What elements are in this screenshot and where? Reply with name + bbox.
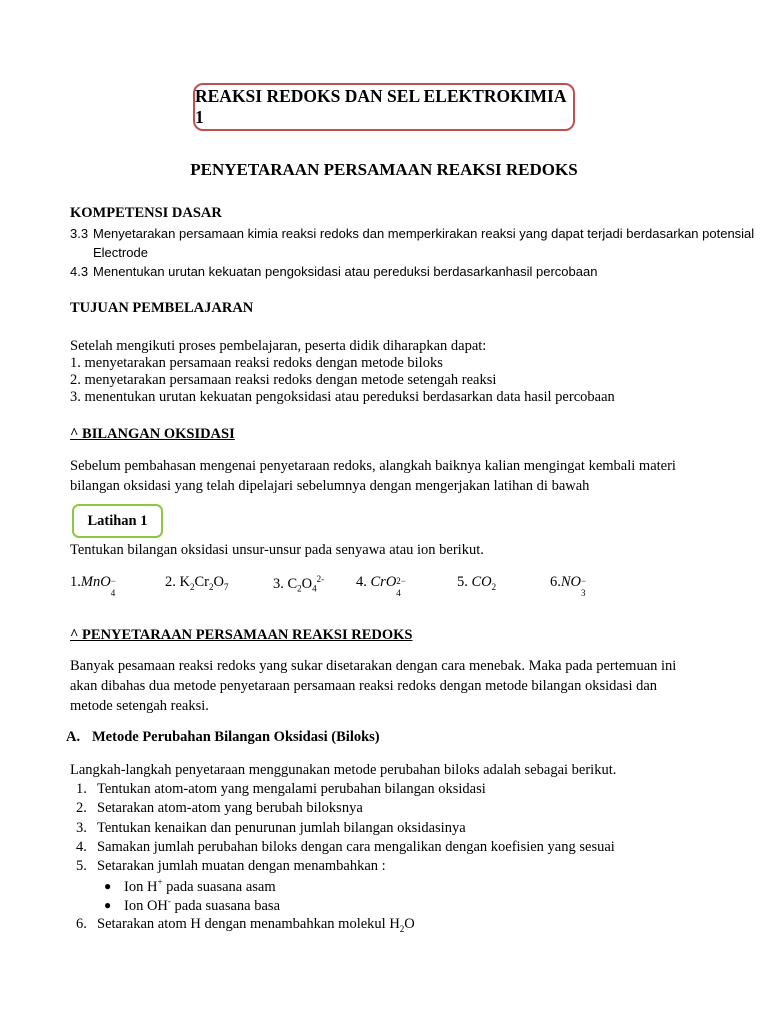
formula-sup: 2− <box>396 576 406 586</box>
formula-item-mno4 <box>70 574 119 598</box>
bullet-text: Ion H <box>124 878 158 895</box>
formula-mid: Cr <box>194 574 209 590</box>
document-subtitle: PENYETARAAN PERSAMAAN REAKSI REDOKS <box>190 160 578 179</box>
formula-item-k2cr2o7 <box>165 574 228 592</box>
latihan-box <box>72 504 163 538</box>
metode-heading: Metode Perubahan Bilangan Oksidasi (Biloks) <box>92 729 380 745</box>
formula-number: 3. <box>273 575 284 592</box>
bullet-sup: + <box>157 877 163 887</box>
step-text: Tentukan atom-atom yang mengalami perubahan bilangan oksidasi <box>97 781 486 797</box>
penyetaraan-paragraph-line: Banyak pesamaan reaksi redoks yang sukar disetarakan dengan cara menebak. Maka pada pertemuan ini <box>70 658 677 674</box>
formula-sub: 2 <box>297 583 302 594</box>
formula-item-co2 <box>457 574 496 592</box>
formula-base: CrO <box>370 574 397 590</box>
formula-sup: 2- <box>316 574 325 584</box>
metode-intro: Langkah-langkah penyetaraan menggunakan metode perubahan biloks adalah sebagai berikut. <box>70 762 617 778</box>
step-text: Setarakan atom-atom yang berubah biloksnya <box>97 800 363 816</box>
formula-base: C <box>287 575 298 592</box>
step-text: Tentukan kenaikan dan penurunan jumlah bilangan oksidasinya <box>97 820 466 836</box>
formula-number: 1. <box>70 574 81 590</box>
kompetensi-item-num: 3.3 <box>70 226 89 241</box>
penyetaraan-paragraph-line: metode setengah reaksi. <box>70 698 209 714</box>
step-text-end: O <box>404 916 415 932</box>
title-box <box>193 83 575 131</box>
formula-sub: 4 <box>396 588 401 598</box>
step-text-main: Setarakan atom H dengan menambahkan molekul H <box>97 916 400 932</box>
step-text: Setarakan jumlah muatan dengan menambahkan : <box>97 858 386 874</box>
formula-sub: 3 <box>581 588 586 598</box>
bullet-text: pada suasana asam <box>162 878 276 895</box>
kompetensi-item-text: Menentukan urutan kekuatan pengoksidasi atau pereduksi berdasarkanhasil percobaan <box>93 264 598 279</box>
formula-number: 6. <box>550 574 561 590</box>
step-text: Samakan jumlah perubahan biloks dengan cara mengalikan dengan koefisien yang sesuai <box>97 839 615 855</box>
step-number: 5. <box>76 858 87 874</box>
bullet-dot-icon: ● <box>104 898 112 912</box>
kompetensi-heading: KOMPETENSI DASAR <box>70 205 222 221</box>
penyetaraan-paragraph-line: akan dibahas dua metode penyetaraan persamaan reaksi redoks dengan metode bilangan oksidasi dan <box>70 678 658 694</box>
formula-sub: 4 <box>110 588 116 598</box>
step-text <box>97 916 415 934</box>
formula-sub: 4 <box>312 583 317 594</box>
tujuan-item: 3. menentukan urutan kekuatan pengoksidasi atau pereduksi berdasarkan data hasil percobaan <box>70 389 615 405</box>
bullet-dot-icon: ● <box>104 879 112 893</box>
formula-base: MnO <box>80 574 111 590</box>
formula-item-cro4 <box>356 574 410 598</box>
metode-letter: A. <box>66 729 81 745</box>
tujuan-heading: TUJUAN PEMBELAJARAN <box>70 300 254 316</box>
bullet-text: Ion OH <box>124 897 168 914</box>
step-number: 6. <box>76 916 87 932</box>
formula-sup: − <box>581 576 587 586</box>
step-number: 3. <box>76 820 87 836</box>
formula-base: K <box>179 574 190 590</box>
latihan-label: Latihan 1 <box>87 512 148 529</box>
bilangan-heading: ^ BILANGAN OKSIDASI <box>70 426 235 442</box>
formula-sub: 2 <box>189 581 195 592</box>
step-sub: 2 <box>399 923 405 934</box>
formula-number: 4. <box>356 574 367 590</box>
formula-item-c2o4 <box>273 574 324 594</box>
formula-sup: − <box>110 576 116 586</box>
tujuan-intro: Setelah mengikuti proses pembelajaran, peserta didik diharapkan dapat: <box>70 338 487 354</box>
formula-base: NO <box>560 574 582 590</box>
step-number: 1. <box>76 781 87 797</box>
formula-number: 2. <box>165 574 176 590</box>
bullet-item-basa <box>124 896 280 915</box>
bullet-sup: - <box>167 896 171 906</box>
formula-sub: 2 <box>208 581 214 592</box>
step-number: 2. <box>76 800 87 816</box>
penyetaraan-heading: ^ PENYETARAAN PERSAMAAN REAKSI REDOKS <box>70 627 413 643</box>
formula-item-no3 <box>550 574 589 598</box>
formula-base: CO <box>471 574 492 590</box>
step-number: 4. <box>76 839 87 855</box>
formula-end: O <box>213 574 224 590</box>
kompetensi-item-text: Menyetarakan persamaan kimia reaksi redoks dan memperkirakan reaksi yang dapat terjadi berdasarkan potensial <box>93 226 755 241</box>
kompetensi-item-cont: Electrode <box>93 245 148 260</box>
bullet-text: pada suasana basa <box>170 897 281 914</box>
formula-number: 5. <box>457 574 468 590</box>
bilangan-paragraph-line: Sebelum pembahasan mengenai penyetaraan redoks, alangkah baiknya kalian mengingat kembali materi <box>70 458 676 474</box>
document-title: REAKSI REDOKS DAN SEL ELEKTROKIMIA 1 <box>195 86 566 127</box>
tujuan-item: 1. menyetarakan persamaan reaksi redoks dengan metode biloks <box>70 355 443 371</box>
kompetensi-item-num: 4.3 <box>70 264 89 279</box>
tujuan-item: 2. menyetarakan persamaan reaksi redoks dengan metode setengah reaksi <box>70 372 497 388</box>
formula-end: O <box>301 575 313 592</box>
bullet-item-asam <box>124 877 276 896</box>
formula-sub: 7 <box>223 581 229 592</box>
latihan-instruction: Tentukan bilangan oksidasi unsur-unsur pada senyawa atau ion berikut. <box>70 542 484 558</box>
formula-sub: 2 <box>491 581 497 592</box>
bilangan-paragraph-line: bilangan oksidasi yang telah dipelajari sebelumnya dengan mengerjakan latihan di bawah <box>70 478 590 494</box>
